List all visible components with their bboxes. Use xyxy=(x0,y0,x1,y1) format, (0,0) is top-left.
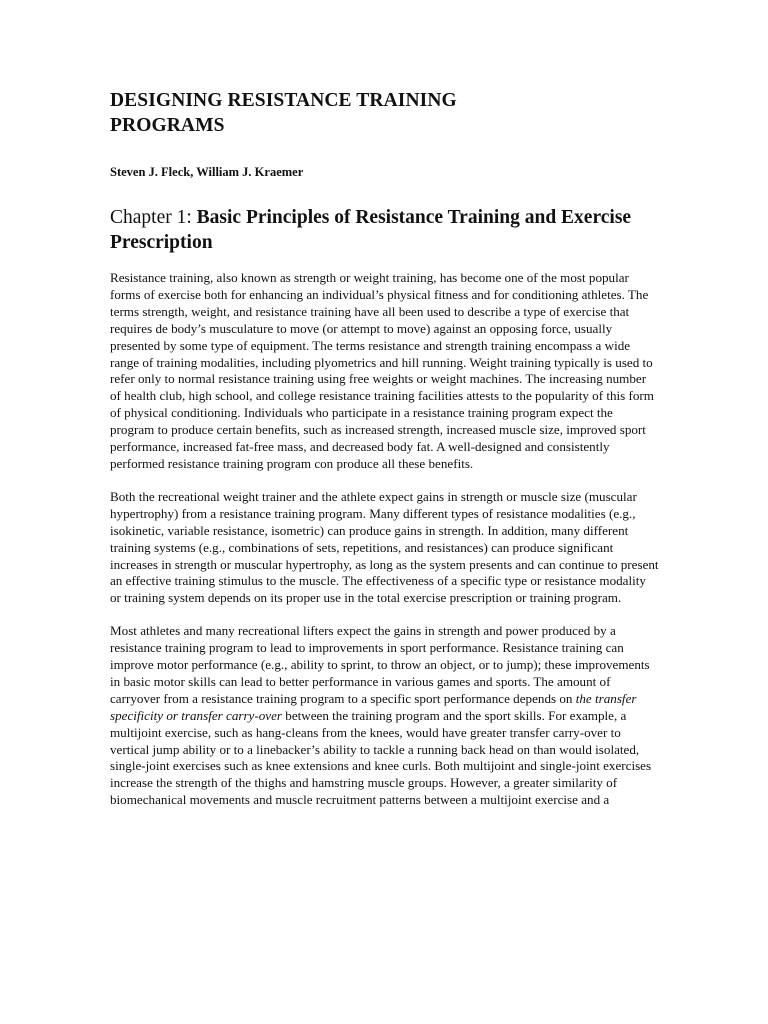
body-paragraph-3-start: Most athletes and many recreational lifters expect the gains in strength and power produced by a resistance training program to lead to improvements in sport performance. Resistance training can improve motor performance (e.g., ability to sprint, to throw an object, or to jump); these improvements in basic motor skills can lead to better performance in various games and sports. The amount of carryover from a resistance training program to a specific sport performance depends on xyxy=(110,623,650,706)
document-title xyxy=(110,88,660,138)
document-title-line-1: DESIGNING RESISTANCE TRAINING xyxy=(110,90,457,111)
body-paragraph-3 xyxy=(110,623,660,809)
document-title-line-2: PROGRAMS xyxy=(110,115,225,136)
chapter-title: Basic Principles of Resistance Training and Exercise Prescription xyxy=(110,207,632,253)
body-paragraph-3-emphasis: the transfer specificity or transfer carry-over xyxy=(110,690,637,723)
document-authors: Steven J. Fleck, William J. Kraemer xyxy=(110,165,304,179)
chapter-prefix: Chapter 1: xyxy=(110,207,197,228)
chapter-heading xyxy=(110,205,660,255)
document-page xyxy=(110,88,660,809)
body-paragraph-3-end: between the training program and the sport skills. For example, a multijoint exercise, such as hang-cleans from the knees, would have greater transfer carry-over to vertical jump ability or to a linebacker’s ability to tackle a running back head on than would isolated, single-joint exercises such as knee extensions and knee curls. Both multijoint and single-joint exercises increase the strength of the thighs and hamstring muscle groups. However, a greater similarity of biomechanical movements and muscle recruitment patterns between a multijoint exercise and a xyxy=(110,707,652,808)
body-paragraph-1: Resistance training, also known as strength or weight training, has become one of the most popular forms of exercise both for enhancing an individual’s physical fitness and for conditioning athletes. The terms strength, weight, and resistance training have all been used to describe a type of exercise that requires de body’s musculature to move (or attempt to move) against an opposing force, usually presented by some type of equipment. The terms resistance and strength training encompass a wide range of training modalities, including plyometrics and hill running. Weight training typically is used to refer only to normal resistance training using free weights or weight machines. The increasing number of health club, high school, and college resistance training facilities attests to the popularity of this form of physical conditioning. Individuals who participate in a resistance training program expect the program to produce certain benefits, such as increased strength, increased muscle size, improved sport performance, increased fat-free mass, and decreased body fat. A well-designed and consistently performed resistance training program con produce all these benefits. xyxy=(110,270,654,471)
body-paragraph-2: Both the recreational weight trainer and the athlete expect gains in strength or muscle size (muscular hypertrophy) from a resistance training program. Many different types of resistance modalities (e.g., isokinetic, variable resistance, isometric) can produce gains in strength. In addition, many different training systems (e.g., combinations of sets, repetitions, and resistances) can produce significant increases in strength or muscular hypertrophy, as long as the system presents and can continue to present an effective training stimulus to the muscle. The effectiveness of a specific type or resistance modality or training system depends on its proper use in the total exercise prescription or training program. xyxy=(110,488,659,606)
